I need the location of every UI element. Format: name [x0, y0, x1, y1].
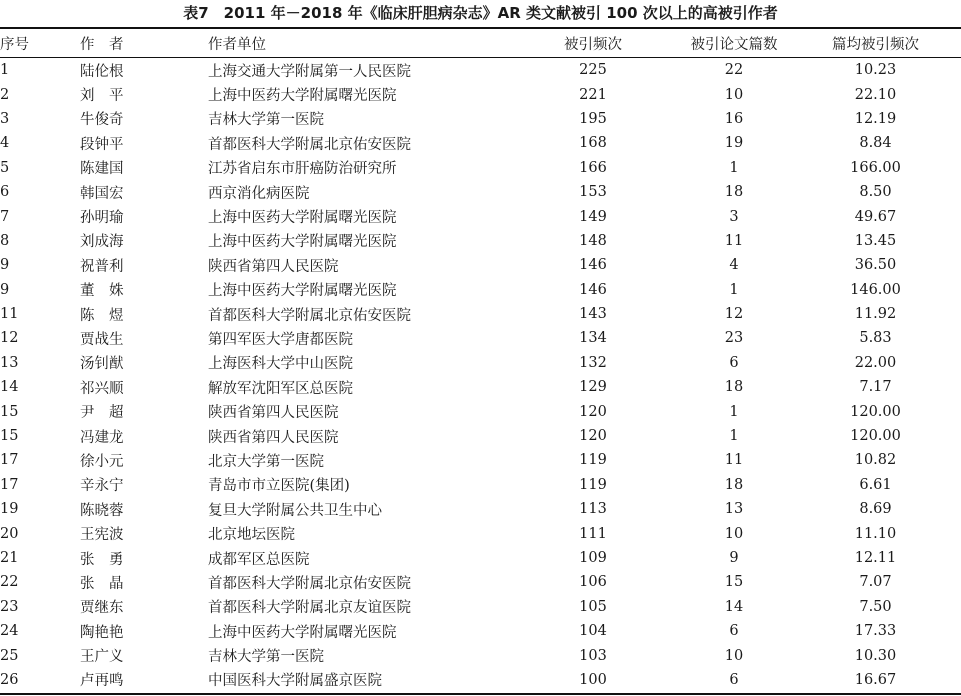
cell-author: 王广义	[80, 649, 124, 666]
cell-author: 贾继东	[80, 600, 124, 617]
cell-no: 17	[0, 452, 19, 469]
cell-citations: 129	[579, 379, 607, 396]
cell-papers: 18	[724, 476, 744, 493]
cell-author: 尹 超	[80, 405, 124, 422]
cell-papers: 16	[724, 110, 744, 127]
cited-authors-table	[0, 29, 961, 692]
cell-papers: 23	[724, 330, 744, 347]
cell-institution: 第四军医大学唐都医院	[208, 331, 353, 348]
cell-author: 张 晶	[80, 575, 124, 592]
table-row	[0, 253, 961, 277]
cell-author: 陆伦根	[80, 63, 124, 80]
cell-average: 120.00	[850, 428, 901, 445]
cell-papers: 22	[724, 62, 744, 79]
cell-papers: 11	[724, 452, 744, 469]
cell-papers: 6	[729, 671, 739, 688]
table-row	[0, 131, 961, 155]
cell-papers: 10	[724, 525, 744, 542]
cell-average: 166.00	[850, 159, 901, 176]
table-row	[0, 595, 961, 619]
table-row	[0, 229, 961, 253]
cell-average: 12.11	[854, 550, 897, 566]
cell-citations: 168	[579, 135, 607, 152]
cell-institution: 成都军区总医院	[208, 551, 310, 568]
cell-average: 8.69	[859, 501, 892, 518]
cell-citations: 149	[579, 208, 607, 225]
cell-citations: 105	[579, 598, 607, 615]
cell-no: 6	[0, 184, 10, 201]
cell-author: 辛永宁	[80, 478, 124, 495]
cell-author: 段钟平	[80, 136, 124, 153]
table-row	[0, 643, 961, 667]
cell-institution: 复旦大学附属公共卫生中心	[208, 502, 382, 519]
cell-no: 15	[0, 428, 19, 445]
table-row	[0, 668, 961, 692]
cell-author: 冯建龙	[80, 429, 124, 446]
cell-author: 徐小元	[80, 453, 124, 470]
header-author: 作 者	[80, 36, 124, 53]
cell-no: 8	[0, 232, 10, 249]
cell-papers: 9	[729, 550, 739, 566]
cell-institution: 陕西省第四人民医院	[208, 405, 339, 422]
cell-average: 22.10	[854, 86, 897, 103]
cell-institution: 首都医科大学附属北京佑安医院	[208, 575, 411, 592]
cell-papers: 18	[724, 379, 744, 396]
cell-institution: 上海医科大学中山医院	[208, 356, 353, 373]
cell-average: 146.00	[850, 281, 901, 298]
cell-papers: 10	[724, 86, 744, 103]
table-row	[0, 58, 961, 83]
cell-institution: 吉林大学第一医院	[208, 112, 324, 129]
table-row	[0, 546, 961, 570]
cell-author: 牛俊奇	[80, 112, 124, 129]
cell-institution: 上海中医药大学附属曙光医院	[208, 88, 397, 105]
cell-institution: 陕西省第四人民医院	[208, 258, 339, 275]
table-body	[0, 58, 961, 693]
cell-author: 汤钊猷	[80, 356, 124, 373]
cell-institution: 上海交通大学附属第一人民医院	[208, 63, 411, 80]
cell-citations: 134	[579, 330, 607, 347]
cell-papers: 19	[724, 135, 744, 152]
table-row	[0, 448, 961, 472]
cell-institution: 上海中医药大学附属曙光医院	[208, 210, 397, 227]
cell-papers: 3	[729, 208, 739, 225]
cell-institution: 中国医科大学附属盛京医院	[208, 673, 382, 690]
cell-no: 25	[0, 647, 19, 664]
cell-papers: 14	[724, 598, 744, 615]
cell-citations: 120	[579, 428, 607, 445]
cell-no: 22	[0, 574, 19, 591]
cell-author: 张 勇	[80, 551, 124, 568]
cell-average: 5.83	[859, 330, 892, 347]
cell-author: 韩国宏	[80, 185, 124, 202]
cell-no: 17	[0, 476, 19, 493]
cell-no: 4	[0, 135, 10, 152]
table-row	[0, 473, 961, 497]
cell-institution: 解放军沈阳军区总医院	[208, 380, 353, 397]
table-header-row	[0, 29, 961, 58]
cell-citations: 100	[579, 671, 607, 688]
table-row	[0, 424, 961, 448]
cell-citations: 113	[579, 501, 607, 518]
header-average: 篇均被引频次	[832, 36, 919, 53]
cell-no: 9	[0, 281, 10, 298]
cell-average: 11.92	[854, 306, 897, 323]
cell-author: 陈 煜	[80, 307, 124, 324]
cell-no: 1	[0, 62, 10, 79]
cell-average: 22.00	[854, 354, 897, 371]
table-row	[0, 351, 961, 375]
cell-average: 17.33	[854, 623, 897, 640]
header-institution: 作者单位	[208, 36, 266, 53]
cell-author: 王宪波	[80, 527, 124, 544]
cell-author: 陈晓蓉	[80, 502, 124, 519]
cell-average: 11.10	[854, 525, 897, 542]
cell-papers: 1	[729, 428, 739, 445]
cell-citations: 119	[579, 452, 607, 469]
cell-author: 董 姝	[80, 283, 124, 300]
table-row	[0, 570, 961, 594]
cell-citations: 104	[579, 623, 607, 640]
cell-no: 14	[0, 379, 19, 396]
table-bottom-rule	[0, 693, 961, 695]
cell-citations: 103	[579, 647, 607, 664]
cell-institution: 首都医科大学附属北京佑安医院	[208, 136, 411, 153]
cell-papers: 11	[724, 232, 744, 249]
cell-citations: 195	[579, 110, 607, 127]
cell-papers: 18	[724, 184, 744, 201]
cell-citations: 221	[579, 86, 607, 103]
cell-papers: 1	[729, 159, 739, 176]
cell-author: 刘成海	[80, 234, 124, 251]
cell-author: 贾战生	[80, 331, 124, 348]
cell-average: 36.50	[854, 257, 897, 274]
cell-average: 10.82	[854, 452, 897, 469]
cell-institution: 上海中医药大学附属曙光医院	[208, 234, 397, 251]
header-no: 序号	[0, 36, 29, 53]
cell-average: 8.50	[859, 184, 892, 201]
cell-institution: 首都医科大学附属北京佑安医院	[208, 307, 411, 324]
cell-no: 24	[0, 623, 19, 640]
table-row	[0, 497, 961, 521]
cell-institution: 吉林大学第一医院	[208, 649, 324, 666]
cell-institution: 青岛市市立医院(集团)	[208, 478, 350, 495]
cell-average: 6.61	[859, 476, 892, 493]
table-row	[0, 107, 961, 131]
cell-no: 26	[0, 671, 19, 688]
cell-no: 11	[0, 306, 19, 323]
cell-papers: 12	[724, 306, 744, 323]
cell-author: 陈建国	[80, 161, 124, 178]
cell-no: 21	[0, 550, 19, 566]
cell-average: 13.45	[854, 232, 897, 249]
table-row	[0, 375, 961, 399]
header-papers: 被引论文篇数	[690, 36, 778, 53]
cell-institution: 陕西省第四人民医院	[208, 429, 339, 446]
table-row	[0, 156, 961, 180]
cell-author: 卢再鸣	[80, 673, 124, 690]
cell-institution: 北京大学第一医院	[208, 453, 324, 470]
cell-average: 8.84	[859, 135, 892, 152]
cell-no: 5	[0, 159, 10, 176]
cell-average: 10.23	[854, 62, 897, 79]
cell-citations: 153	[579, 184, 607, 201]
cell-no: 12	[0, 330, 19, 347]
cell-average: 7.17	[859, 379, 892, 396]
cell-citations: 119	[579, 476, 607, 493]
cell-citations: 146	[579, 257, 607, 274]
cell-no: 13	[0, 354, 19, 371]
cell-author: 祝普利	[80, 258, 124, 275]
cell-no: 3	[0, 110, 10, 127]
cell-average: 7.50	[859, 598, 892, 615]
cell-author: 刘 平	[80, 88, 124, 105]
cell-papers: 4	[729, 257, 739, 274]
cell-institution: 首都医科大学附属北京友谊医院	[208, 600, 411, 617]
cell-average: 120.00	[850, 403, 901, 420]
cell-papers: 10	[724, 647, 744, 664]
cell-institution: 北京地坛医院	[208, 527, 295, 544]
cell-no: 2	[0, 86, 10, 103]
table-row	[0, 326, 961, 350]
cell-author: 祁兴顺	[80, 380, 124, 397]
cell-papers: 13	[724, 501, 744, 518]
cell-average: 49.67	[854, 208, 897, 225]
table-row	[0, 302, 961, 326]
cell-author: 孙明瑜	[80, 210, 124, 227]
table-caption: 表7 2011 年－2018 年《临床肝胆病杂志》AR 类文献被引 100 次以上的高被引作者	[183, 4, 778, 22]
cell-citations: 132	[579, 354, 607, 371]
cell-citations: 111	[579, 525, 607, 542]
table-row	[0, 399, 961, 423]
table-row	[0, 278, 961, 302]
cell-no: 19	[0, 501, 19, 518]
table-row	[0, 521, 961, 545]
header-citations: 被引频次	[564, 36, 622, 53]
cell-papers: 1	[729, 403, 739, 420]
cell-citations: 146	[579, 281, 607, 298]
cell-no: 7	[0, 208, 10, 225]
cell-papers: 1	[729, 281, 739, 298]
cell-citations: 225	[579, 62, 607, 79]
cell-citations: 143	[579, 306, 607, 323]
cell-no: 23	[0, 598, 19, 615]
cell-average: 10.30	[854, 647, 897, 664]
table-row	[0, 204, 961, 228]
table-row	[0, 619, 961, 643]
cell-institution: 上海中医药大学附属曙光医院	[208, 624, 397, 641]
cell-papers: 15	[724, 574, 744, 591]
cell-citations: 106	[579, 574, 607, 591]
cell-no: 20	[0, 525, 19, 542]
table-row	[0, 180, 961, 204]
cell-citations: 166	[579, 159, 607, 176]
cell-no: 9	[0, 257, 10, 274]
cell-author: 陶艳艳	[80, 624, 124, 641]
cell-papers: 6	[729, 354, 739, 371]
cell-average: 16.67	[854, 671, 897, 688]
cell-average: 12.19	[854, 110, 897, 127]
cell-papers: 6	[729, 623, 739, 640]
cell-institution: 上海中医药大学附属曙光医院	[208, 283, 397, 300]
cell-institution: 西京消化病医院	[208, 185, 310, 202]
cell-institution: 江苏省启东市肝癌防治研究所	[208, 161, 397, 178]
table-row	[0, 82, 961, 106]
cell-citations: 148	[579, 232, 607, 249]
cell-citations: 109	[579, 550, 607, 566]
cell-citations: 120	[579, 403, 607, 420]
cell-no: 15	[0, 403, 19, 420]
cell-average: 7.07	[859, 574, 892, 591]
